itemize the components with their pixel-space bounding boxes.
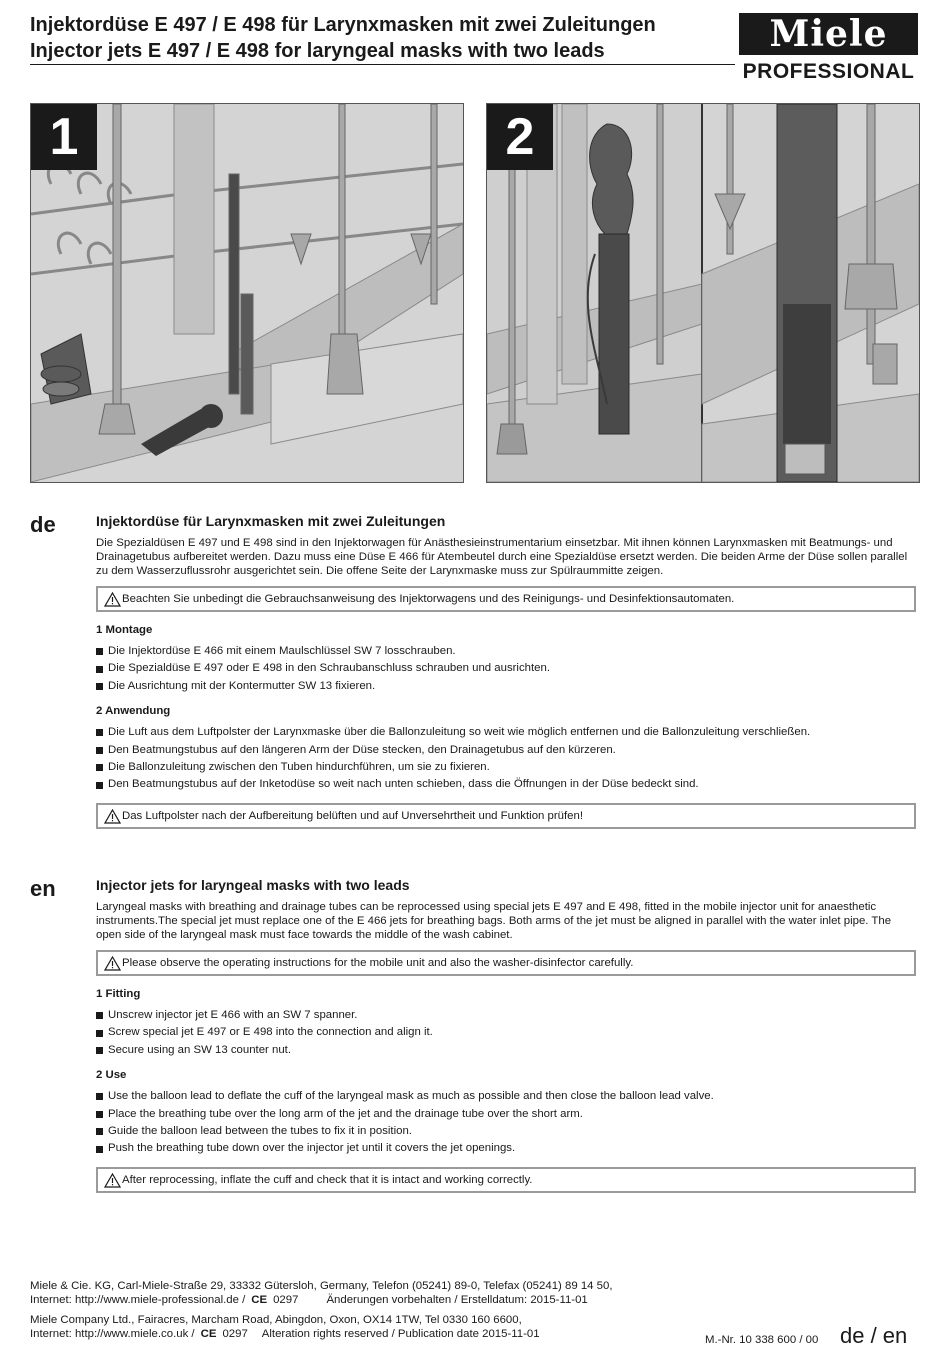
bullet-square-icon: [96, 666, 103, 673]
language-code-en: en: [30, 876, 56, 901]
list-item: [96, 776, 916, 793]
figure-2-number: 2: [487, 104, 553, 170]
list-item-text: Die Luft aus dem Luftpolster der Larynxmaske über die Ballonzuleitung so weit wie möglich entfernen und die Ballonzuleitung verschließen.: [108, 726, 811, 739]
bullet-square-icon: [96, 1012, 103, 1019]
figure-1-number: 1: [31, 104, 97, 170]
warning-text-de-1: Beachten Sie unbedingt die Gebrauchsanweisung des Injektorwagens und des Reinigungs- und Desinfektionsautomaten.: [122, 593, 735, 605]
step-heading-de-1: 1 Montage: [96, 624, 153, 636]
footer-de-address: Miele & Cie. KG, Carl-Miele-Straße 29, 33332 Gütersloh, Germany, Telefon (05241) 89-0, Telefax (05241) 89 14 50,: [30, 1280, 613, 1292]
ce-mark-icon: CE: [200, 1328, 217, 1340]
bullet-square-icon: [96, 683, 103, 690]
bullet-square-icon: [96, 1047, 103, 1054]
intro-paragraph-en: Laryngeal masks with breathing and drainage tubes can be reprocessed using special jets E 497 and E 498, fitted in the mobile injector unit for anaesthetic instruments.The special jet must replace one of the E 466 jets for breathing bags. Both arms of the jet must be aligned in parallel with the water inlet pipe. The open side of the laryngeal mask must face towards the middle of the wash cabinet.: [96, 901, 892, 941]
warning-text-de-2: Das Luftpolster nach der Aufbereitung belüften und auf Unversehrtheit und Funktion prüfen!: [122, 809, 583, 822]
bullet-square-icon: [96, 1146, 103, 1153]
content-en: [96, 876, 916, 1204]
list-item-text: Use the balloon lead to deflate the cuff of the laryngeal mask as much as possible and then close the balloon lead valve.: [108, 1090, 714, 1103]
list-item: [96, 1106, 916, 1123]
language-code-de: de: [30, 512, 56, 537]
step-list-en-2: [96, 1088, 916, 1158]
list-item-text: Den Beatmungstubus auf den längeren Arm der Düse stecken, den Drainagetubus auf den kürzeren.: [108, 743, 616, 756]
list-item: [96, 1024, 916, 1041]
bullet-square-icon: [96, 747, 103, 754]
warning-box-de-1: [96, 586, 916, 612]
bullet-square-icon: [96, 1093, 103, 1100]
list-item: [96, 660, 916, 677]
list-item: [96, 1088, 916, 1105]
ce-code-en: 0297: [222, 1328, 248, 1340]
bullet-square-icon: [96, 1128, 103, 1135]
title-german: Injektordüse E 497 / E 498 für Larynxmasken mit zwei Zuleitungen: [30, 14, 656, 36]
document-number: M.-Nr. 10 338 600 / 00: [705, 1334, 819, 1346]
warning-text-en-1: Please observe the operating instructions for the mobile unit and also the washer-disinfector carefully.: [122, 957, 634, 969]
warning-triangle-icon: [104, 809, 121, 824]
footer: [30, 1279, 918, 1341]
step-list-de-2: [96, 724, 916, 794]
list-item-text: Guide the balloon lead between the tubes to fix it in position.: [108, 1125, 412, 1138]
list-item: [96, 1042, 916, 1059]
ce-code-de: 0297: [273, 1294, 299, 1306]
section-heading-de: Injektordüse für Larynxmasken mit zwei Zuleitungen: [96, 513, 446, 529]
bullet-square-icon: [96, 764, 103, 771]
content-de: [96, 512, 916, 840]
list-item-text: Unscrew injector jet E 466 with an SW 7 spanner.: [108, 1009, 358, 1021]
ce-mark-icon: CE: [251, 1294, 268, 1306]
languages-label: de / en: [840, 1323, 908, 1348]
warning-triangle-icon: [104, 592, 121, 607]
step-list-en-1: [96, 1007, 916, 1059]
logo-wordmark: Miele: [769, 13, 888, 55]
footer-de-internet-line: [30, 1293, 918, 1307]
bullet-square-icon: [96, 729, 103, 736]
list-item-text: Push the breathing tube down over the injector jet until it covers the jet openings.: [108, 1142, 516, 1155]
list-item-text: Place the breathing tube over the long arm of the jet and the drainage tube over the short arm.: [108, 1107, 583, 1120]
bullet-square-icon: [96, 1111, 103, 1118]
logo-subtitle: PROFESSIONAL: [742, 60, 915, 83]
list-item: [96, 643, 916, 660]
intro-paragraph-de: Die Spezialdüsen E 497 und E 498 sind in den Injektorwagen für Anästhesieinstrumentarium einsetzbar. Mit ihnen können Larynxmasken mit Beatmungs- und Drainagetubus aufbereitet werden. Dazu muss eine Düse E 466 für Atembeutel durch eine Spezialdüse ersetzt werden. Die beiden Arme der Düse sollen parallel zu dem Wasserzuflussrohr ausgerichtet sein. Die offene Seite der Larynxmaske muss zur Spülraummitte zeigen.: [96, 537, 908, 577]
section-heading-en: Injector jets for laryngeal masks with two leads: [96, 877, 410, 893]
logo-box: [739, 13, 918, 55]
list-item: [96, 678, 916, 695]
warning-triangle-icon: [104, 956, 121, 971]
footer-de-internet: Internet: http://www.miele-professional.de /: [30, 1294, 246, 1306]
warning-triangle-icon: [104, 1173, 121, 1188]
list-item: [96, 742, 916, 759]
warning-box-en-2: [96, 1167, 916, 1193]
list-item-text: Die Injektordüse E 466 mit einem Maulschlüssel SW 7 losschrauben.: [108, 645, 456, 657]
step-heading-de-2: 2 Anwendung: [96, 705, 171, 718]
bullet-square-icon: [96, 648, 103, 655]
list-item: [96, 1007, 916, 1024]
figure-2-illustration: [486, 103, 920, 483]
title-english: Injector jets E 497 / E 498 for laryngeal masks with two leads: [30, 38, 735, 65]
bullet-square-icon: [96, 782, 103, 789]
list-item-text: Screw special jet E 497 or E 498 into the connection and align it.: [108, 1026, 433, 1039]
list-item: [96, 759, 916, 776]
step-heading-en-2: 2 Use: [96, 1069, 127, 1082]
list-item-text: Secure using an SW 13 counter nut.: [108, 1043, 291, 1056]
bullet-square-icon: [96, 1030, 103, 1037]
list-item: [96, 1140, 916, 1157]
miele-professional-logo: [739, 13, 918, 84]
footer-de-date: Änderungen vorbehalten / Erstelldatum: 2015-11-01: [326, 1294, 588, 1306]
figure-1-illustration: [30, 103, 464, 483]
list-item-text: Den Beatmungstubus auf der Inketodüse so weit nach unten schieben, dass die Öffnungen in der Düse bedeckt sind.: [108, 778, 699, 791]
footer-en-internet: Internet: http://www.miele.co.uk /: [30, 1328, 195, 1340]
step-list-de-1: [96, 643, 916, 695]
warning-box-de-2: [96, 803, 916, 829]
list-item-text: Die Ausrichtung mit der Kontermutter SW 13 fixieren.: [108, 679, 376, 692]
warning-text-en-2: After reprocessing, inflate the cuff and check that it is intact and working correctly.: [122, 1173, 533, 1186]
list-item: [96, 724, 916, 741]
warning-box-en-1: [96, 950, 916, 976]
footer-en-date: Alteration rights reserved / Publication date 2015-11-01: [261, 1328, 540, 1340]
footer-en-address: Miele Company Ltd., Fairacres, Marcham Road, Abingdon, Oxon, OX14 1TW, Tel 0330 160 6600,: [30, 1314, 522, 1326]
list-item: [96, 1123, 916, 1140]
step-heading-en-1: 1 Fitting: [96, 988, 141, 1000]
title-block: [30, 12, 735, 65]
list-item-text: Die Ballonzuleitung zwischen den Tuben hindurchführen, um sie zu fixieren.: [108, 761, 490, 774]
list-item-text: Die Spezialdüse E 497 oder E 498 in den Schraubanschluss schrauben und ausrichten.: [108, 662, 550, 675]
